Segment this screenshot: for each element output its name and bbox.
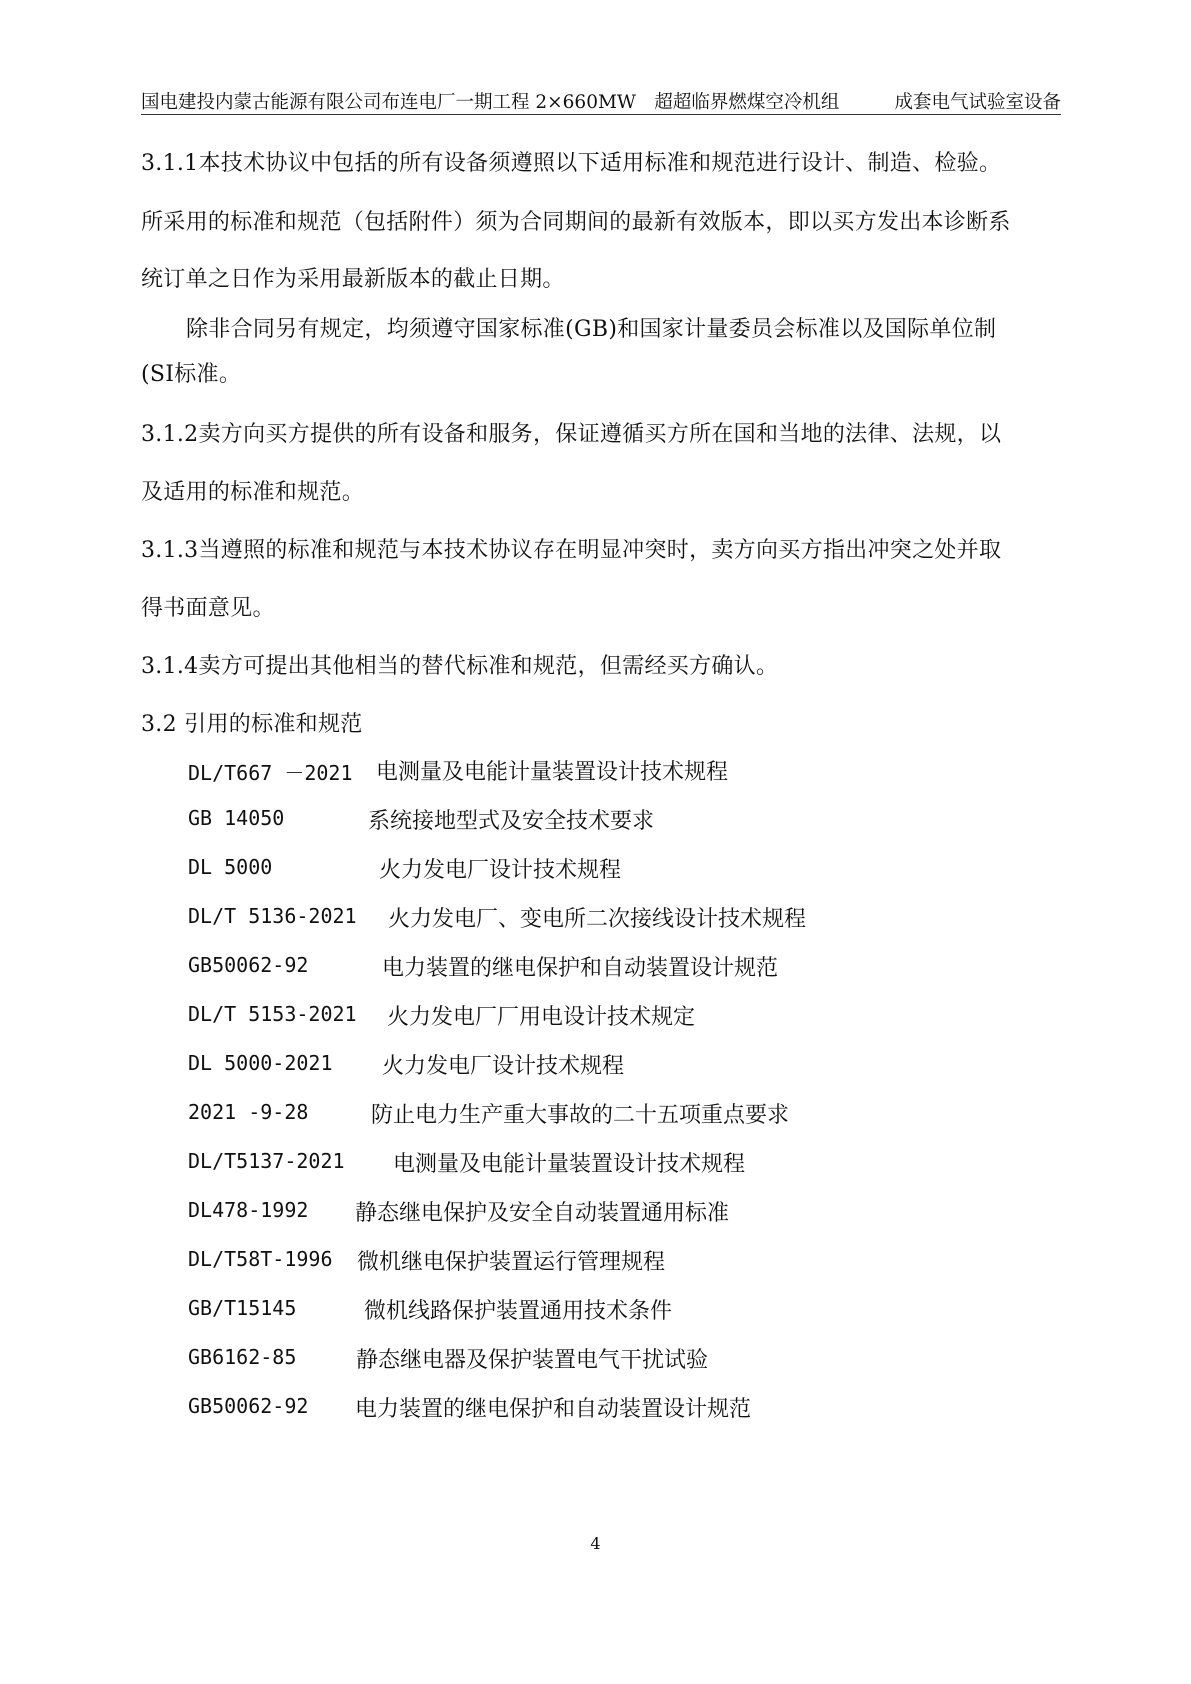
paragraph-line: 统订单之日作为采用最新版本的截止日期。 [141, 267, 565, 292]
standard-code: GB 14050 [188, 806, 285, 830]
standard-code: DL/T 5153-2021 [188, 1002, 357, 1026]
standard-title: 火力发电厂、变电所二次接线设计技术规程 [388, 907, 807, 932]
standard-title: 静态继电器及保护装置电气干扰试验 [356, 1348, 709, 1373]
standard-code: GB/T15145 [188, 1296, 297, 1320]
standard-code: DL/T667 －2021 [188, 761, 353, 785]
standard-title: 微机继电保护装置运行管理规程 [357, 1250, 666, 1275]
paragraph-line: (SI标准。 [141, 362, 242, 387]
standard-title: 火力发电厂厂用电设计技术规定 [387, 1005, 696, 1030]
standard-title: 电力装置的继电保护和自动装置设计规范 [382, 956, 779, 981]
standard-code: GB50062-92 [188, 1394, 309, 1418]
page-header [141, 88, 1061, 115]
paragraph-line: 及适用的标准和规范。 [141, 480, 365, 505]
paragraph-line: 除非合同另有规定，均须遵守国家标准(GB)和国家计量委员会标准以及国际单位制 [186, 317, 997, 342]
standard-code: DL 5000 [188, 855, 273, 879]
standard-title: 微机线路保护装置通用技术条件 [364, 1299, 673, 1324]
standard-title: 火力发电厂设计技术规程 [382, 1054, 625, 1079]
standard-title: 电测量及电能计量装置设计技术规程 [376, 760, 729, 785]
paragraph-line: 3.1.3当遵照的标准和规范与本技术协议存在明显冲突时，卖方向买方指出冲突之处并取 [141, 538, 1002, 563]
paragraph-line: 3.1.1本技术协议中包括的所有设备须遵照以下适用标准和规范进行设计、制造、检验。 [141, 151, 1002, 176]
page-number: 4 [590, 1534, 601, 1553]
standard-code: DL 5000-2021 [188, 1051, 333, 1075]
standard-title: 系统接地型式及安全技术要求 [368, 809, 655, 834]
standard-code: GB6162-85 [188, 1345, 297, 1369]
standard-code: DL478-1992 [188, 1198, 309, 1222]
standard-code: GB50062-92 [188, 953, 309, 977]
header-project-title: 国电建投内蒙古能源有限公司布连电厂一期工程 2×660MW 超超临界燃煤空冷机组 [141, 92, 840, 113]
standard-title: 电测量及电能计量装置设计技术规程 [393, 1152, 746, 1177]
standard-title: 静态继电保护及安全自动装置通用标准 [355, 1201, 730, 1226]
paragraph-line: 所采用的标准和规范（包括附件）须为合同期间的最新有效版本，即以买方发出本诊断系 [141, 210, 1011, 235]
standard-title: 防止电力生产重大事故的二十五项重点要求 [371, 1103, 790, 1128]
standard-title: 火力发电厂设计技术规程 [379, 858, 622, 883]
standard-code: DL/T58T-1996 [188, 1247, 333, 1271]
paragraph-line: 3.1.4卖方可提出其他相当的替代标准和规范，但需经买方确认。 [141, 654, 779, 679]
paragraph-line: 3.1.2卖方向买方提供的所有设备和服务，保证遵循买方所在国和当地的法律、法规，以 [141, 422, 1002, 447]
standard-code: 2021 -9-28 [188, 1100, 309, 1124]
standard-code: DL/T 5136-2021 [188, 904, 357, 928]
section-heading: 3.2 引用的标准和规范 [141, 712, 363, 737]
paragraph-line: 得书面意见。 [141, 596, 275, 621]
standard-title: 电力装置的继电保护和自动装置设计规范 [355, 1397, 752, 1422]
header-section-title: 成套电气试验室设备 [894, 92, 1061, 113]
standard-code: DL/T5137-2021 [188, 1149, 345, 1173]
